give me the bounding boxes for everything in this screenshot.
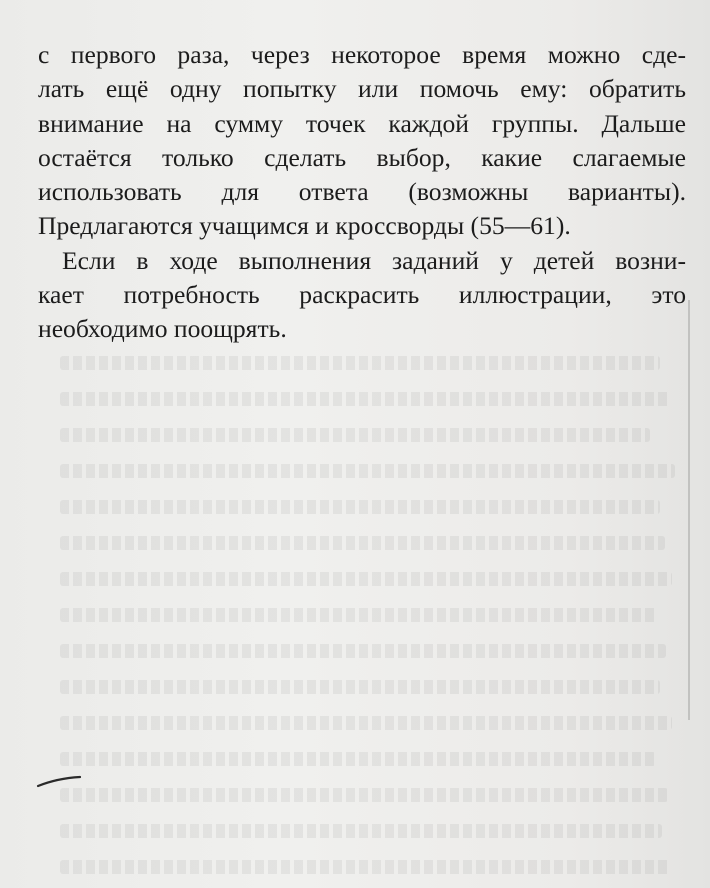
text-line: использовать для ответа (возможны варианты).: [38, 177, 686, 207]
text-line: Предлагаются учащимся и кроссворды (55—61).: [38, 211, 571, 241]
paragraph-1: [38, 38, 686, 244]
text-line: необходимо поощрять.: [38, 314, 287, 344]
text-line: кает потребность раскрасить иллюстрации, это: [38, 280, 686, 310]
paragraph-2: [38, 244, 686, 347]
pen-mark-icon: [36, 774, 86, 794]
text-line: с первого раза, через некоторое время можно сде-: [38, 40, 686, 69]
text-line: остаётся только сделать выбор, какие слагаемые: [38, 142, 686, 172]
text-line: лать ещё одну попытку или помочь ему: обратить: [38, 74, 686, 104]
text-line: Если в ходе выполнения заданий у детей возни-: [62, 245, 686, 275]
page-edge-mark: [688, 300, 690, 720]
text-line: внимание на сумму точек каждой группы. Дальше: [38, 108, 686, 138]
body-text: [38, 38, 686, 347]
